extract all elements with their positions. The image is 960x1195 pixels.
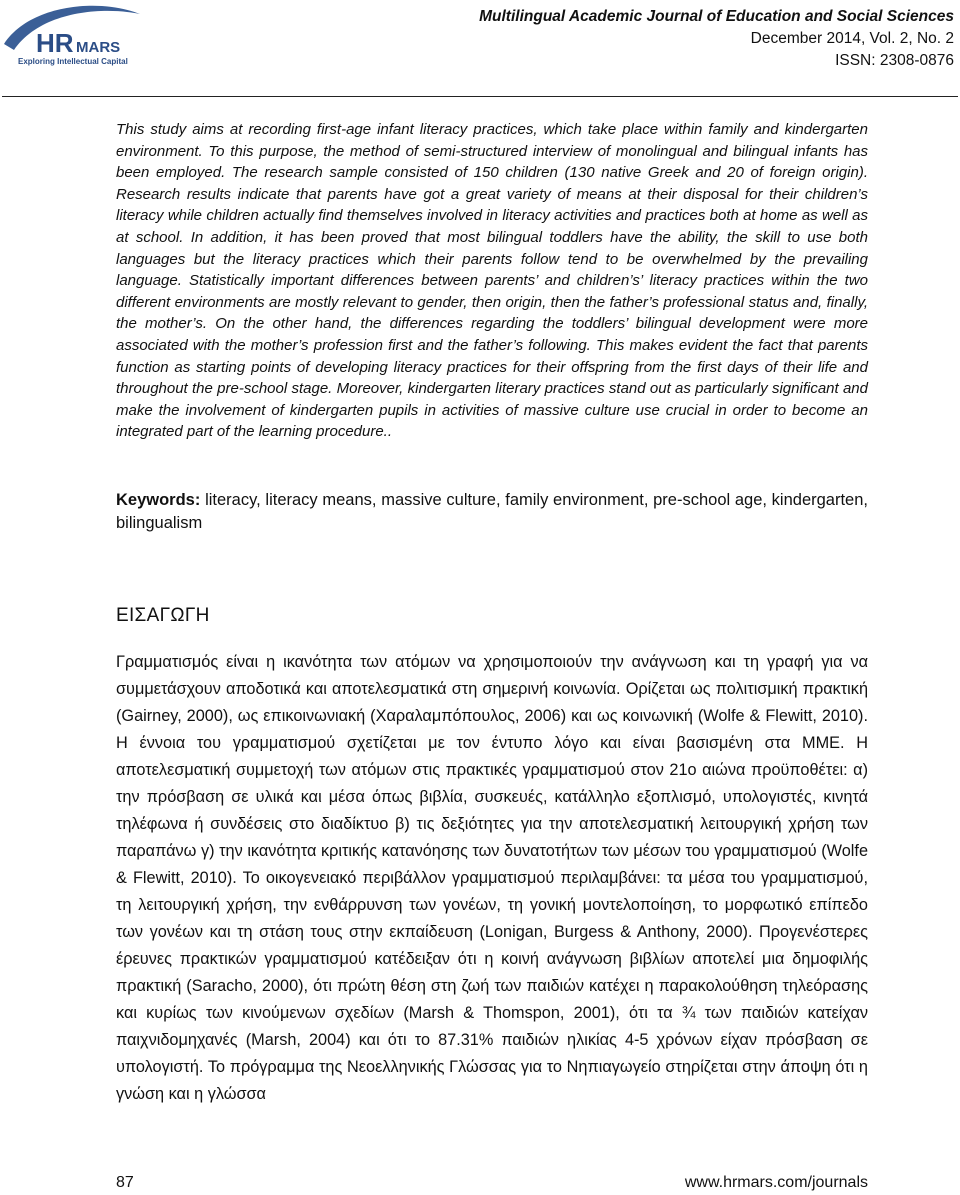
- abstract-text: This study aims at recording first-age infant literacy practices, which take place within family and kindergarten environment. To this purpose, the method of semi-structured interview of monolingual and bilingual infants has been employed. The research sample consisted of 150 children (130 native Greek and 20 of foreign origin). Research results indicate that parents have got a great variety of means at their disposal for their children’s literacy while children actually find themselves involved in literacy activities and practices both at home as well as at school. In addition, it has been proved that most bilingual toddlers have the ability, the skill to use both languages but the literacy practices which their parents follow tend to be overwhelmed by the prevailing language. Statistically important differences between parents’ and children’s’ literacy practices within the two different environments are mostly relevant to gender, then origin, then the father’s professional status and, finally, the mother’s. On the other hand, the differences regarding the toddlers’ bilingual development were more associated with the mother’s profession first and the father’s following. This makes evident the fact that parents function as starting points of developing literacy practices for their offspring from the first days of their life and throughout the pre-school stage. Moreover, kindergarten literary practices stand out as particularly significant and make the involvement of kindergarten pupils in activities of massive culture use crucial in order to become an integrated part of the learning procedure..: [116, 121, 868, 441]
- journal-issn: ISSN: 2308-0876: [835, 52, 954, 69]
- header-divider: [2, 96, 958, 97]
- intro-paragraph: Γραμματισμός είναι η ικανότητα των ατόμων να χρησιμοποιούν την ανάγνωση και τη γραφή για να συμμετάσχουν αποδοτικά και αποτελεσματικά στη σημερινή κοινωνία. Ορίζεται ως πολιτισμική πρακτική (Gairney, 2000), ως επικοινωνιακή (Χαραλαμπόπουλος, 2006) και ως κοινωνική (Wolfe & Flewitt, 2010). Η έννοια του γραμματισμού σχετίζεται με τον έντυπο λόγο και είναι βασισμένη στα ΜΜΕ. Η αποτελεσματική συμμετοχή των ατόμων στις πρακτικές γραμματισμού στον 21ο αιώνα προϋποθέτει: α) την πρόσβαση σε υλικά και μέσα όπως βιβλία, συσκευές, κατάλληλο εξοπλισμό, υπολογιστές, κινητά τηλέφωνα ή συνδέσεις στο διαδίκτυο β) τις δεξιότητες για την αποτελεσματική λειτουργική χρήση των παραπάνω γ) την ικανότητα κριτικής κατανόησης των δυνατοτήτων των μέσων του γραμματισμού (Wolfe & Flewitt, 2010). Το οικογενειακό περιβάλλον γραμματισμού περιλαμβάνει: τα μέσα του γραμματισμού, τη λειτουργική χρήση, την ενθάρρυνση των γονέων, τη γονική μοντελοποίηση, το μορφωτικό επίπεδο των γονέων και τη στάση τους στην εκπαίδευση (Lonigan, Burgess & Anthony, 2000). Προγενέστερες έρευνες πρακτικών γραμματισμού κατέδειξαν ότι η κοινή ανάγνωση βιβλίων αποτελεί μια δημοφιλής πρακτική (Saracho, 2000), ότι πρώτη θέση στη ζωή των παιδιών κατέχει η παρακολούθηση τηλεόρασης και κυρίως των κινούμενων σχεδίων (Marsh & Thomspon, 2001), ότι τα ¾ των παιδιών κατείχαν παιχνιδομηχανές (Marsh, 2004) και ότι το 87.31% παιδιών ηλικίας 4-5 χρόνων είχαν πρόσβαση σε υπολογιστή. Το πρόγραμμα της Νεοελληνικής Γλώσσας για το Νηπιαγωγείο στηρίζεται στην άποψη ότι η γνώση και η γλώσσα: [116, 653, 868, 1103]
- journal-issue: December 2014, Vol. 2, No. 2: [750, 30, 954, 47]
- logo-graphic: [0, 0, 145, 76]
- keywords-label: Keywords:: [116, 491, 201, 509]
- journal-title: Multilingual Academic Journal of Education and Social Sciences: [479, 8, 954, 25]
- hrmars-logo: [0, 0, 145, 76]
- logo-tagline: Exploring Intellectual Capital: [18, 57, 128, 66]
- page-number: 87: [116, 1174, 134, 1191]
- logo-brand-sub: MARS: [76, 39, 121, 56]
- keywords-paragraph: [116, 489, 868, 535]
- logo-brand-main: HR: [36, 28, 74, 58]
- keywords-list: literacy, literacy means, massive culture, family environment, pre-school age, kindergarten, bilingualism: [116, 491, 868, 532]
- section-heading: ΕΙΣΑΓΩΓΗ: [116, 605, 210, 626]
- journal-header: [479, 6, 954, 72]
- footer-url[interactable]: www.hrmars.com/journals: [684, 1174, 868, 1191]
